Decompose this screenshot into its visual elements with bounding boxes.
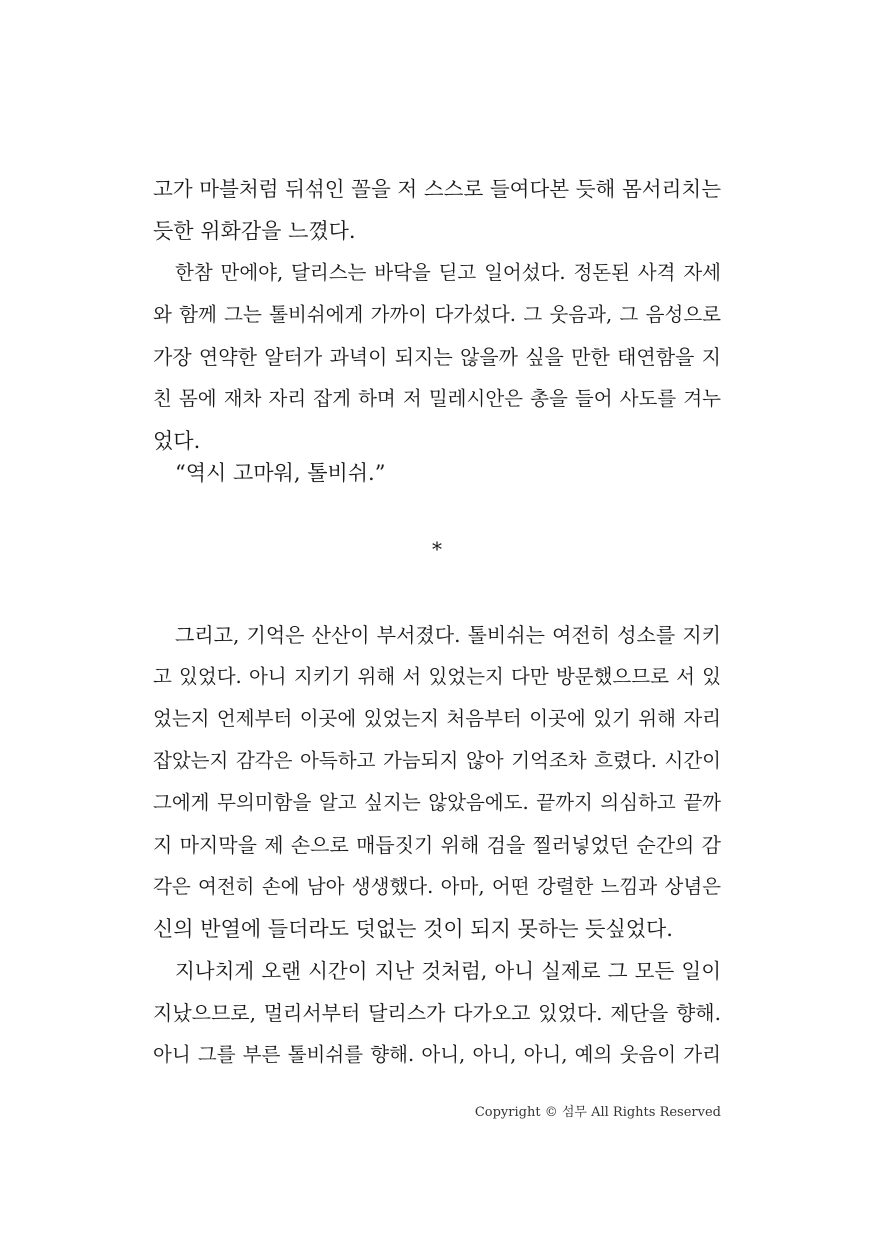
paragraph-line: 지나치게 오랜 시간이 지난 것처럼, 아니 실제로 그 모든 일이 xyxy=(175,959,721,983)
paragraph-line: 한참 만에야, 달리스는 바닥을 딛고 일어섰다. 정돈된 사격 자세 xyxy=(175,261,721,284)
paragraph-line: 그에게 무의미함을 알고 싶지는 않았음에도. 끝까지 의심하고 끝까 xyxy=(153,791,721,814)
paragraph-line: 듯한 위화감을 느꼈다. xyxy=(153,219,356,243)
paragraph-line: 친 몸에 재차 자리 잡게 하며 저 밀레시안은 총을 들어 사도를 겨누 xyxy=(153,387,721,410)
paragraph-line: 었다. xyxy=(153,429,201,453)
paragraph-line: 아니 그를 부른 톨비쉬를 향해. 아니, 아니, 아니, 예의 웃음이 가리 xyxy=(153,1043,721,1066)
paragraph-line: 신의 반열에 들더라도 덧없는 것이 되지 못하는 듯싶었다. xyxy=(153,917,673,941)
copyright-footer: Copyright © 섬무 All Rights Reserved xyxy=(474,1105,721,1120)
paragraph-line: 지 마지막을 제 손으로 매듭짓기 위해 검을 찔러넣었던 순간의 감 xyxy=(153,833,721,857)
paragraph-line: 와 함께 그는 톨비쉬에게 가까이 다가섰다. 그 웃음과, 그 음성으로 xyxy=(153,303,721,326)
paragraph-line: 고 있었다. 아니 지키기 위해 서 있었는지 다만 방문했으므로 서 있 xyxy=(153,665,721,688)
paragraph-line: 가장 연약한 알터가 과녁이 되지는 않을까 싶을 만한 태연함을 지 xyxy=(153,345,721,369)
paragraph-line: 고가 마블처럼 뒤섞인 꼴을 저 스스로 들여다본 듯해 몸서리치는 xyxy=(153,177,721,201)
paragraph-line: 각은 여전히 손에 남아 생생했다. 아마, 어떤 강렬한 느낌과 상념은 xyxy=(153,875,721,898)
dialogue-line: “역시 고마워, 톨비쉬.” xyxy=(175,461,386,485)
paragraph-line: 었는지 언제부터 이곳에 있었는지 처음부터 이곳에 있기 위해 자리 xyxy=(153,707,721,730)
section-separator: * xyxy=(432,537,442,561)
paragraph-line: 잡았는지 감각은 아득하고 가늠되지 않아 기억조차 흐렸다. 시간이 xyxy=(153,749,721,772)
paragraph-line: 지났으므로, 멀리서부터 달리스가 다가오고 있었다. 제단을 향해. xyxy=(153,1001,721,1025)
paragraph-line: 그리고, 기억은 산산이 부서졌다. 톨비쉬는 여전히 성소를 지키 xyxy=(175,623,721,647)
